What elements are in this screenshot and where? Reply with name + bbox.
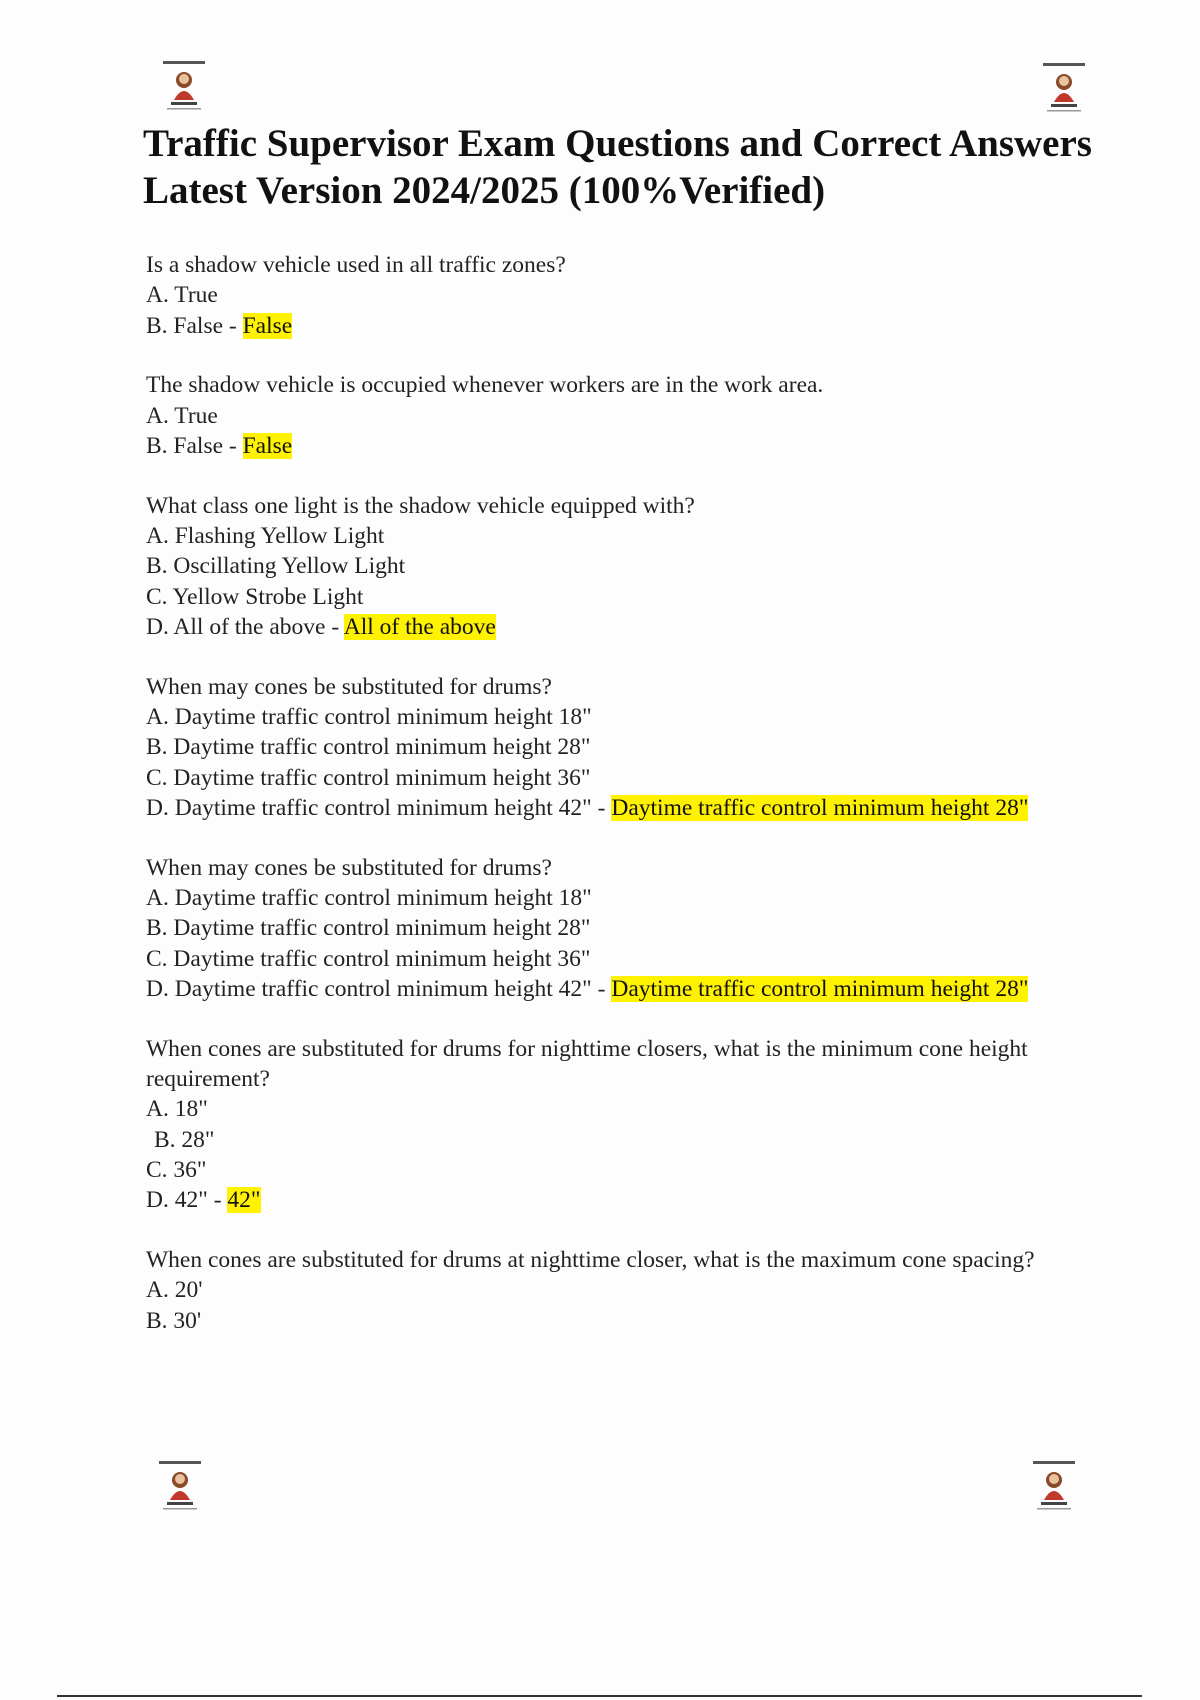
option-d [146,793,1106,823]
question-prompt: When cones are substituted for drums at nighttime closer, what is the maximum cone spacing? [146,1247,1035,1274]
option-b: B. 28" [154,1126,215,1153]
option-b [146,431,1106,461]
stuvia-logo-icon [1027,1460,1081,1514]
option-d [146,974,1106,1004]
answer-separator: - [207,1187,228,1214]
correct-answer: False [242,432,293,459]
question-item [146,672,1106,823]
answer-separator: - [591,975,612,1002]
option-c: C. 36" [146,1156,207,1183]
option-a: A. True [146,282,218,309]
question-list [146,250,1106,1365]
stuvia-logo-icon [157,60,211,114]
option-a: A. 20' [146,1277,203,1304]
option-c: C. Daytime traffic control minimum height 36" [146,945,591,972]
correct-answer: 42" [227,1187,261,1214]
option-a: A. True [146,402,218,429]
title-line-2: Latest Version 2024/2025 (100%Verified) [143,169,826,212]
option-text: D. Daytime traffic control minimum height 42" [146,794,592,821]
answer-separator: - [223,312,243,339]
option-text: D. 42" [146,1187,208,1214]
question-prompt: Is a shadow vehicle used in all traffic zones? [146,252,566,278]
option-a: A. Daytime traffic control minimum height 18" [146,704,592,731]
title-line-1: Traffic Supervisor Exam Questions and Correct Answers [143,122,1092,165]
question-item [146,491,1106,642]
question-item [146,1034,1106,1216]
answer-separator: - [223,432,243,459]
question-prompt: When may cones be substituted for drums? [146,673,552,700]
option-d [146,1185,1106,1215]
option-b [146,311,1106,341]
option-a: A. Daytime traffic control minimum height 18" [146,885,592,912]
question-prompt: What class one light is the shadow vehicle equipped with? [146,492,695,519]
answer-separator: - [325,613,344,640]
option-text: D. Daytime traffic control minimum height 42" [146,975,592,1002]
option-c: C. Yellow Strobe Light [146,583,364,610]
document-title [143,120,1183,214]
question-item [146,1245,1106,1336]
option-a: A. 18" [146,1096,208,1123]
question-item [146,250,1106,341]
option-text: D. All of the above [146,613,326,640]
option-text: B. False [146,432,224,459]
question-prompt: When may cones be substituted for drums? [146,854,552,881]
question-prompt: When cones are substituted for drums for nighttime closers, what is the minimum cone height requirement? [146,1035,1028,1093]
stuvia-logo-icon [1037,62,1091,116]
answer-separator: - [591,794,612,821]
correct-answer: False [242,312,293,339]
correct-answer: All of the above [343,613,496,640]
question-prompt: The shadow vehicle is occupied whenever workers are in the work area. [146,372,824,399]
option-a: A. Flashing Yellow Light [146,523,385,550]
correct-answer: Daytime traffic control minimum height 28" [611,975,1029,1002]
option-b: B. Daytime traffic control minimum height 28" [146,734,591,761]
option-b: B. 30' [146,1307,202,1334]
option-b: B. Oscillating Yellow Light [146,553,406,580]
option-c: C. Daytime traffic control minimum height 36" [146,764,591,791]
option-text: B. False [146,312,224,339]
option-b: B. Daytime traffic control minimum height 28" [146,915,591,942]
correct-answer: Daytime traffic control minimum height 28" [611,794,1029,821]
question-item [146,370,1106,461]
question-item [146,853,1106,1004]
page-divider [57,1695,1142,1697]
option-d [146,612,1106,642]
stuvia-logo-icon [153,1460,207,1514]
